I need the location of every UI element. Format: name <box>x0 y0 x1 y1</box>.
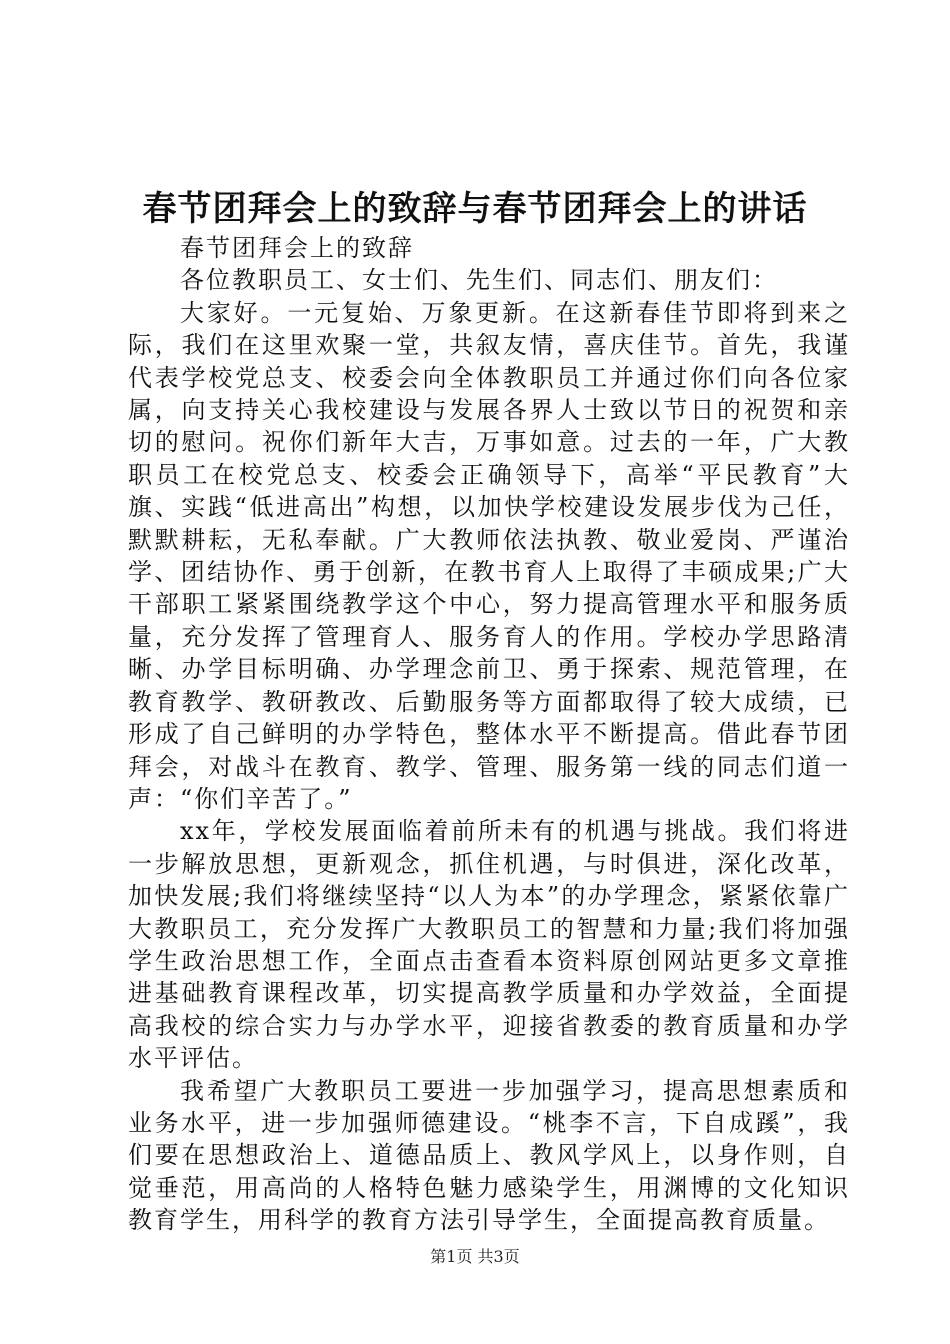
document-title: 春节团拜会上的致辞与春节团拜会上的讲话 <box>142 189 808 229</box>
body-paragraph: xx年，学校发展面临着前所未有的机遇与挑战。我们将进一步解放思想，更新观念，抓住机遇，与时俱进，深化改革，加快发展;我们将继续坚持“以人为本”的办学理念，紧紧依靠广大教职员工，充分发挥广大教职员工的智慧和力量;我们将加强学生政治思想工作，全面点击查看本资料原创网站更多文章推进基础教育课程改革，切实提高教学质量和办学效益，全面提高我校的综合实力与办学水平，迎接省教委的教育质量和办学水平评估。 <box>128 817 850 1073</box>
page-number-footer: 第1页 共3页 <box>430 1247 520 1266</box>
body-paragraph: 大家好。一元复始、万象更新。在这新春佳节即将到来之际，我们在这里欢聚一堂，共叙友情，喜庆佳节。首先，我谨代表学校党总支、校委会向全体教职员工并通过你们向各位家属，向支持关心我校建设与发展各界人士致以节日的祝贺和亲切的慰问。祝你们新年大吉，万事如意。过去的一年，广大教职员工在校党总支、校委会正确领导下，高举“平民教育”大旗、实践“低进高出”构想，以加快学校建设发展步伐为己任，默默耕耘，无私奉献。广大教师依法执教、敬业爱岗、严谨治学、团结协作、勇于创新，在教书育人上取得了丰硕成果;广大干部职工紧紧围绕教学这个中心，努力提高管理水平和服务质量，充分发挥了管理育人、服务育人的作用。学校办学思路清晰、办学目标明确、办学理念前卫、勇于探索、规范管理，在教育教学、教研教改、后勤服务等方面都取得了较大成绩，已形成了自己鲜明的办学特色，整体水平不断提高。借此春节团拜会，对战斗在教育、教学、管理、服务第一线的同志们道一声：“你们辛苦了。” <box>128 298 850 813</box>
document-body <box>128 232 850 1237</box>
salutation-paragraph: 各位教职员工、女士们、先生们、同志们、朋友们： <box>180 266 778 295</box>
body-paragraph: 我希望广大教职员工要进一步加强学习，提高思想素质和业务水平，进一步加强师德建设。“桃李不言，下自成蹊”，我们要在思想政治上、道德品质上、教风学风上，以身作则，自觉垂范，用高尚的人格特色魅力感染学生，用渊博的文化知识教育学生，用科学的教育方法引导学生，全面提高教育质量。 <box>128 1076 850 1235</box>
subtitle-paragraph: 春节团拜会上的致辞 <box>180 234 414 262</box>
